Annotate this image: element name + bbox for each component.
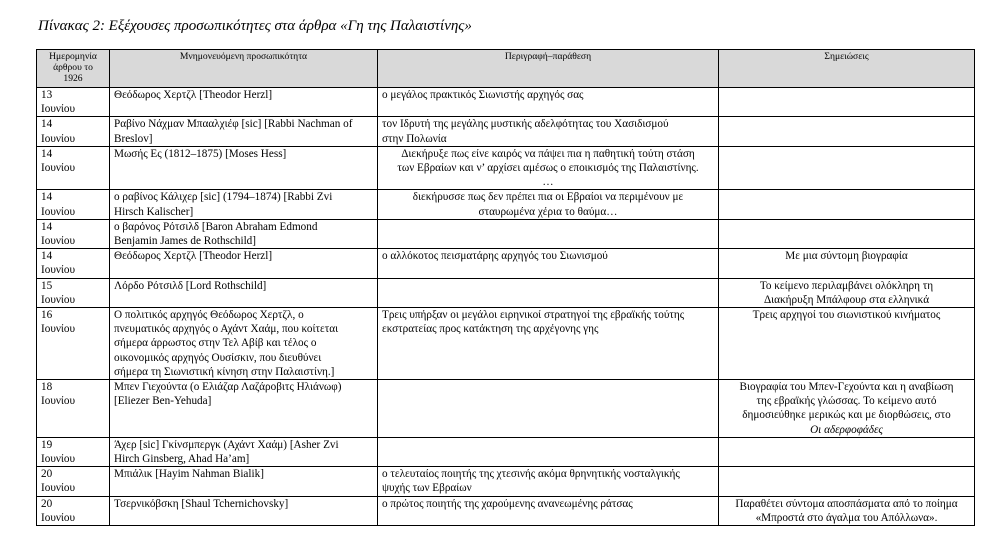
cell-person	[110, 437, 378, 466]
cell-notes-line: Με μια σύντομη βιογραφία	[785, 250, 908, 263]
cell-person	[110, 249, 378, 278]
cell-description	[378, 117, 719, 146]
date-month: Ιουνίου	[41, 453, 76, 466]
cell-person-line: Τσερνικόβσκη [Shaul Tchernichovsky]	[114, 497, 289, 510]
header-date-line: 1926	[63, 73, 83, 84]
table-row	[37, 190, 975, 219]
cell-description	[378, 380, 719, 438]
date-day: 14	[41, 250, 53, 263]
header-notes: Σημειώσεις	[719, 50, 975, 88]
cell-person-line: Hirch Ginsberg, Ahad Ha’am]	[114, 453, 250, 466]
date-month: Ιουνίου	[41, 103, 76, 116]
cell-notes-line: Παραθέτει σύντομα αποσπάσματα από το ποίημα	[735, 497, 958, 510]
cell-person	[110, 117, 378, 146]
table-row	[37, 437, 975, 466]
cell-description-line: ο αλλόκοτος πεισματάρης αρχηγός του Σιωνισμού	[382, 250, 608, 263]
cell-date	[37, 437, 110, 466]
cell-date	[37, 219, 110, 248]
cell-date	[37, 88, 110, 117]
cell-notes	[719, 146, 975, 190]
cell-person-line: Μπιάλικ [Hayim Nahman Bialik]	[114, 468, 264, 481]
date-day: 20	[41, 468, 53, 481]
table-row	[37, 146, 975, 190]
cell-person-line: Breslov]	[114, 132, 153, 145]
date-day: 19	[41, 438, 53, 451]
cell-person-line: πνευματικός αρχηγός ο Αχάντ Χαάμ, που κοίτεται	[114, 323, 339, 336]
cell-description-line: σταυρωμένα χέρια το θαύμα…	[478, 205, 618, 218]
cell-date	[37, 190, 110, 219]
cell-person-line: Άχερ [sic] Γκίνσμπεργκ (Αχάντ Χαάμ) [Asher Zvi	[114, 438, 339, 451]
cell-notes	[719, 278, 975, 307]
cell-person-line: Ραβίνο Νάχμαν Μπααλχιέφ [sic] [Rabbi Nachman of	[114, 118, 353, 131]
date-day: 20	[41, 497, 53, 510]
cell-person-line: ο βαρόνος Ρότσιλδ [Baron Abraham Edmond	[114, 220, 318, 233]
date-day: 14	[41, 118, 53, 131]
cell-description-line: …	[542, 176, 554, 189]
cell-person-line: Ο πολιτικός αρχηγός Θεόδωρος Χερτζλ, ο	[114, 309, 304, 322]
table-row	[37, 117, 975, 146]
cell-description-line: διεκήρυσσε πως δεν πρέπει πια οι Εβραίοι να περιμένουν με	[412, 191, 684, 204]
date-day: 18	[41, 381, 53, 394]
cell-person	[110, 146, 378, 190]
cell-description-line: ψυχής των Εβραίων	[382, 482, 472, 495]
cell-person-line: ο ραβίνος Κάλιχερ [sic] (1794–1874) [Rabbi Zvi	[114, 191, 333, 204]
cell-description-line: των Εβραίων και ν’ αρχίσει αμέσως ο εποικισμός της Παλαιστίνης.	[397, 162, 699, 175]
cell-notes	[719, 117, 975, 146]
cell-person-line: Θεόδωρος Χερτζλ [Theodor Herzl]	[114, 250, 273, 263]
cell-date	[37, 380, 110, 438]
cell-description-line: ο μεγάλος πρακτικός Σιωνιστής αρχηγός σας	[382, 89, 584, 101]
cell-description	[378, 219, 719, 248]
date-month: Ιουνίου	[41, 235, 76, 248]
date-month: Ιουνίου	[41, 264, 76, 277]
cell-person-line: Λόρδο Ρότσιλδ [Lord Rothschild]	[114, 279, 267, 292]
cell-description-line: Τρεις υπήρξαν οι μεγάλοι ειρηνικοί στρατηγοί της εβραϊκής τούτης	[382, 309, 685, 322]
cell-notes-line: Διακήρυξη Μπάλφουρ στα ελληνικά	[763, 293, 930, 306]
cell-person-line: οικονομικός αρχηγός Ουσίσκιν, που διευθύνει	[114, 351, 322, 364]
cell-notes	[719, 496, 975, 525]
table-row	[37, 380, 975, 438]
cell-description	[378, 467, 719, 496]
date-month: Ιουνίου	[41, 132, 76, 145]
cell-notes-line: «Μπροστά στο άγαλμα του Απόλλωνα».	[755, 511, 938, 524]
cell-notes-line: της εβραϊκής γλώσσας. Το κείμενο αυτό	[756, 395, 937, 408]
table-row	[37, 219, 975, 248]
cell-notes	[719, 437, 975, 466]
cell-description	[378, 496, 719, 525]
date-month: Ιουνίου	[41, 162, 76, 175]
cell-description	[378, 190, 719, 219]
date-month: Ιουνίου	[41, 511, 76, 524]
header-date	[37, 50, 110, 88]
date-month: Ιουνίου	[41, 323, 76, 336]
header-date-line: άρθρου το	[53, 62, 93, 73]
date-month: Ιουνίου	[41, 293, 76, 306]
cell-notes-line: Οι αδερφοφάδες	[810, 423, 883, 436]
cell-description	[378, 308, 719, 380]
table-caption: Πίνακας 2: Εξέχουσες προσωπικότητες στα άρθρα «Γη της Παλαιστίνης»	[38, 18, 472, 34]
date-day: 13	[41, 89, 53, 101]
cell-person	[110, 380, 378, 438]
cell-notes	[719, 190, 975, 219]
table-header-row	[37, 50, 975, 88]
header-description: Περιγραφή–παράθεση	[378, 50, 719, 88]
cell-person-line: σήμερα άρρωστος στην Τελ Αβίβ και τέλος ο	[114, 337, 317, 350]
cell-description	[378, 437, 719, 466]
cell-person	[110, 278, 378, 307]
cell-date	[37, 117, 110, 146]
cell-notes	[719, 219, 975, 248]
cell-notes	[719, 467, 975, 496]
cell-date	[37, 496, 110, 525]
cell-date	[37, 308, 110, 380]
cell-notes	[719, 249, 975, 278]
cell-notes-line: Βιογραφία του Μπεν-Γεχούντα και η αναβίωση	[739, 381, 954, 394]
cell-description	[378, 278, 719, 307]
cell-person-line: Μωσής Ες (1812–1875) [Moses Hess]	[114, 147, 287, 160]
cell-person	[110, 308, 378, 380]
cell-notes	[719, 308, 975, 380]
cell-description-line: ο τελευταίος ποιητής της χτεσινής ακόμα θρηνητικής νοσταλγικής	[382, 468, 680, 481]
header-date-line: Ημερομηνία	[49, 51, 97, 62]
cell-description-line: τον Ιδρυτή της μεγάλης μυστικής αδελφότητας του Χασιδισμού	[382, 118, 669, 131]
cell-notes-line: Τρεις αρχηγοί του σιωνιστικού κινήματος	[752, 309, 941, 322]
table-row	[37, 88, 975, 117]
cell-person-line: σήμερα τη Σιωνιστική κίνηση στην Παλαιστίνη.]	[114, 365, 335, 378]
cell-date	[37, 467, 110, 496]
cell-notes	[719, 380, 975, 438]
date-day: 16	[41, 309, 53, 322]
date-day: 14	[41, 191, 53, 204]
date-day: 14	[41, 220, 53, 233]
cell-person	[110, 88, 378, 117]
date-day: 15	[41, 279, 53, 292]
cell-person-line: Benjamin James de Rothschild]	[114, 235, 256, 248]
cell-description	[378, 249, 719, 278]
table-row	[37, 249, 975, 278]
cell-person-line: Hirsch Kalischer]	[114, 205, 194, 218]
date-day: 14	[41, 147, 53, 160]
cell-person-line: Θεόδωρος Χερτζλ [Theodor Herzl]	[114, 89, 273, 101]
date-month: Ιουνίου	[41, 395, 76, 408]
cell-person	[110, 219, 378, 248]
cell-notes-line: Το κείμενο περιλαμβάνει ολόκληρη τη	[759, 279, 934, 292]
personalities-table	[36, 49, 975, 526]
table-row	[37, 467, 975, 496]
table-row	[37, 308, 975, 380]
cell-date	[37, 249, 110, 278]
table-row	[37, 496, 975, 525]
date-month: Ιουνίου	[41, 205, 76, 218]
cell-notes-line: δημοσιεύθηκε μερικώς και με διορθώσεις, στο	[742, 409, 951, 422]
cell-description-line: εκστρατείας προς κατάκτηση της αρχέγονης γης	[382, 323, 599, 336]
cell-person-line: [Eliezer Ben-Yehuda]	[114, 395, 212, 408]
cell-description	[378, 146, 719, 190]
table-row	[37, 278, 975, 307]
cell-person-line: Μπεν Γιεχούντα (ο Ελιάζαρ Λαζάροβιτς Ηλιάνωφ)	[114, 381, 342, 394]
cell-person	[110, 467, 378, 496]
cell-person	[110, 496, 378, 525]
cell-notes	[719, 88, 975, 117]
cell-description-line: Διεκήρυξε πως είνε καιρός να πάψει πια η παθητική τούτη στάση	[401, 147, 695, 160]
cell-date	[37, 146, 110, 190]
cell-description	[378, 88, 719, 117]
header-person: Μνημονευόμενη προσωπικότητα	[110, 50, 378, 88]
cell-date	[37, 278, 110, 307]
date-month: Ιουνίου	[41, 482, 76, 495]
cell-description-line: στην Πολωνία	[382, 132, 447, 145]
cell-person	[110, 190, 378, 219]
cell-description-line: ο πρώτος ποιητής της χαρούμενης ανανεωμένης ράτσας	[382, 497, 633, 510]
